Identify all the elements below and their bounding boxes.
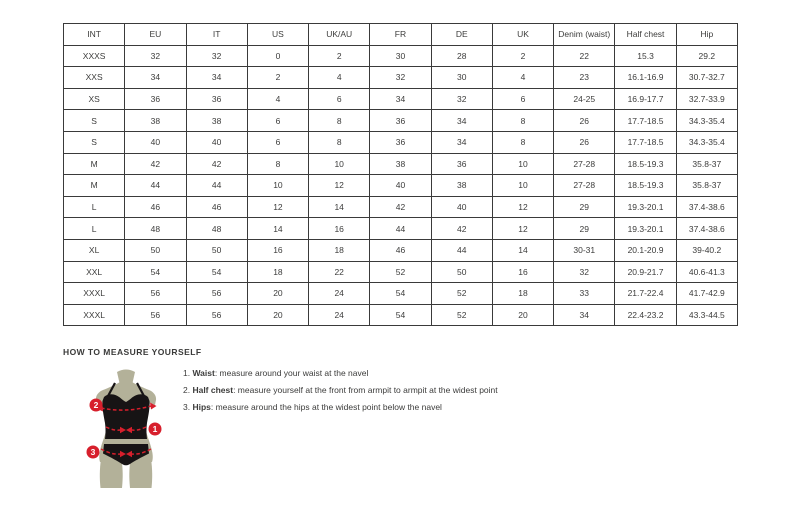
table-cell: 4 xyxy=(492,67,553,89)
table-cell: 32 xyxy=(431,88,492,110)
table-cell: 42 xyxy=(186,153,247,175)
table-cell: 43.3-44.5 xyxy=(676,304,737,326)
table-cell: 38 xyxy=(125,110,186,132)
table-cell: 52 xyxy=(370,261,431,283)
table-cell: 44 xyxy=(186,175,247,197)
table-row xyxy=(64,88,738,110)
table-cell: 34 xyxy=(431,110,492,132)
measure-step xyxy=(183,368,498,385)
table-row xyxy=(64,67,738,89)
table-cell: 36 xyxy=(186,88,247,110)
table-cell: 20.1-20.9 xyxy=(615,239,676,261)
table-cell: 29 xyxy=(554,218,615,240)
step-term: Half chest xyxy=(192,384,234,395)
table-cell: 2 xyxy=(309,45,370,67)
column-header: IT xyxy=(186,24,247,46)
table-cell: 40 xyxy=(125,131,186,153)
table-cell: 29.2 xyxy=(676,45,737,67)
measurement-illustration xyxy=(75,365,175,493)
column-header: UK xyxy=(492,24,553,46)
table-cell: 42 xyxy=(370,196,431,218)
measure-step xyxy=(183,385,498,402)
table-cell: 4 xyxy=(309,67,370,89)
table-cell: 10 xyxy=(247,175,308,197)
table-cell: XXS xyxy=(64,67,125,89)
step-number: 3. xyxy=(183,401,193,412)
table-cell: 56 xyxy=(125,304,186,326)
table-cell: 42 xyxy=(125,153,186,175)
table-cell: 50 xyxy=(125,239,186,261)
table-cell: 18 xyxy=(247,261,308,283)
table-cell: 16 xyxy=(247,239,308,261)
step-text: : measure around the hips at the widest point below the navel xyxy=(210,401,442,412)
step-text: : measure yourself at the front from armpit to armpit at the widest point xyxy=(233,384,498,395)
table-cell: 22.4-23.2 xyxy=(615,304,676,326)
badge-half-chest-number: 2 xyxy=(93,400,99,410)
table-cell: 34 xyxy=(125,67,186,89)
table-cell: 40 xyxy=(186,131,247,153)
table-cell: 35.8-37 xyxy=(676,175,737,197)
table-cell: 30.7-32.7 xyxy=(676,67,737,89)
table-cell: 34.3-35.4 xyxy=(676,110,737,132)
table-cell: 14 xyxy=(492,239,553,261)
table-cell: 27-28 xyxy=(554,153,615,175)
table-cell: 2 xyxy=(492,45,553,67)
table-cell: L xyxy=(64,218,125,240)
table-row xyxy=(64,131,738,153)
table-cell: 17.7-18.5 xyxy=(615,110,676,132)
table-cell: 8 xyxy=(492,110,553,132)
table-row xyxy=(64,175,738,197)
mannequin-neck xyxy=(117,370,135,384)
table-cell: XXXS xyxy=(64,45,125,67)
measure-section-title: HOW TO MEASURE YOURSELF xyxy=(63,347,202,357)
column-header: FR xyxy=(370,24,431,46)
size-chart-table xyxy=(63,23,738,326)
table-cell: 41.7-42.9 xyxy=(676,283,737,305)
table-cell: S xyxy=(64,110,125,132)
table-cell: 30 xyxy=(370,45,431,67)
table-cell: L xyxy=(64,196,125,218)
table-row xyxy=(64,153,738,175)
table-row xyxy=(64,304,738,326)
column-header: Half chest xyxy=(615,24,676,46)
table-cell: 33 xyxy=(554,283,615,305)
table-cell: 38 xyxy=(431,175,492,197)
table-cell: 19.3-20.1 xyxy=(615,196,676,218)
table-cell: 34.3-35.4 xyxy=(676,131,737,153)
table-cell: 24 xyxy=(309,283,370,305)
table-header xyxy=(64,24,738,46)
table-cell: XL xyxy=(64,239,125,261)
table-cell: 14 xyxy=(309,196,370,218)
table-cell: M xyxy=(64,153,125,175)
column-header: US xyxy=(247,24,308,46)
table-cell: 24-25 xyxy=(554,88,615,110)
table-cell: 54 xyxy=(370,283,431,305)
table-cell: S xyxy=(64,131,125,153)
table-cell: 40 xyxy=(431,196,492,218)
table-cell: 56 xyxy=(186,283,247,305)
table-row xyxy=(64,283,738,305)
table-cell: 40.6-41.3 xyxy=(676,261,737,283)
badge-waist-number: 1 xyxy=(152,424,158,434)
table-cell: 56 xyxy=(186,304,247,326)
table-cell: 39-40.2 xyxy=(676,239,737,261)
column-header: INT xyxy=(64,24,125,46)
table-cell: 44 xyxy=(125,175,186,197)
table-cell: 20 xyxy=(492,304,553,326)
table-cell: XXL xyxy=(64,261,125,283)
table-header-row xyxy=(64,24,738,46)
table-cell: 0 xyxy=(247,45,308,67)
column-header: Hip xyxy=(676,24,737,46)
table-cell: 56 xyxy=(125,283,186,305)
table-cell: XXXL xyxy=(64,283,125,305)
table-cell: 20 xyxy=(247,283,308,305)
table-cell: 34 xyxy=(186,67,247,89)
table-cell: 19.3-20.1 xyxy=(615,218,676,240)
table-cell: 24 xyxy=(309,304,370,326)
mannequin-left-leg xyxy=(100,459,123,488)
table-cell: 4 xyxy=(247,88,308,110)
table-cell: 18.5-19.3 xyxy=(615,153,676,175)
table-row xyxy=(64,110,738,132)
table-cell: 12 xyxy=(309,175,370,197)
table-cell: 37.4-38.6 xyxy=(676,196,737,218)
step-term: Hips xyxy=(192,401,211,412)
table-cell: 22 xyxy=(309,261,370,283)
table-cell: 16.1-16.9 xyxy=(615,67,676,89)
measure-step xyxy=(183,402,498,419)
table-cell: 17.7-18.5 xyxy=(615,131,676,153)
table-cell: 27-28 xyxy=(554,175,615,197)
step-number: 1. xyxy=(183,368,193,378)
table-cell: 34 xyxy=(370,88,431,110)
table-cell: 2 xyxy=(247,67,308,89)
table-cell: 36 xyxy=(370,110,431,132)
table-cell: 12 xyxy=(492,196,553,218)
table-cell: 46 xyxy=(186,196,247,218)
table-cell: 28 xyxy=(431,45,492,67)
table-cell: 14 xyxy=(247,218,308,240)
table-cell: 8 xyxy=(492,131,553,153)
table-cell: 50 xyxy=(186,239,247,261)
table-cell: 52 xyxy=(431,283,492,305)
table-cell: 20 xyxy=(247,304,308,326)
table-row xyxy=(64,239,738,261)
table-cell: 23 xyxy=(554,67,615,89)
table-cell: 16.9-17.7 xyxy=(615,88,676,110)
table-cell: 48 xyxy=(125,218,186,240)
column-header: EU xyxy=(125,24,186,46)
table-cell: 46 xyxy=(370,239,431,261)
table-cell: XXXL xyxy=(64,304,125,326)
measure-steps xyxy=(183,368,498,418)
column-header: UK/AU xyxy=(309,24,370,46)
table-cell: 32 xyxy=(125,45,186,67)
table-cell: 22 xyxy=(554,45,615,67)
table-cell: 44 xyxy=(370,218,431,240)
table-cell: XS xyxy=(64,88,125,110)
table-cell: 26 xyxy=(554,131,615,153)
table-cell: 46 xyxy=(125,196,186,218)
badge-hips-number: 3 xyxy=(90,447,96,457)
table-cell: 32 xyxy=(186,45,247,67)
table-body xyxy=(64,45,738,326)
table-cell: 40 xyxy=(370,175,431,197)
table-cell: 8 xyxy=(247,153,308,175)
table-cell: 42 xyxy=(431,218,492,240)
table-cell: 8 xyxy=(309,131,370,153)
table-cell: 6 xyxy=(247,110,308,132)
table-cell: 36 xyxy=(125,88,186,110)
table-cell: 10 xyxy=(492,153,553,175)
table-cell: 21.7-22.4 xyxy=(615,283,676,305)
table-cell: 36 xyxy=(431,153,492,175)
table-cell: 18.5-19.3 xyxy=(615,175,676,197)
table-cell: M xyxy=(64,175,125,197)
table-cell: 54 xyxy=(370,304,431,326)
column-header: Denim (waist) xyxy=(554,24,615,46)
table-cell: 6 xyxy=(247,131,308,153)
table-cell: 10 xyxy=(492,175,553,197)
table-cell: 52 xyxy=(431,304,492,326)
table-cell: 37.4-38.6 xyxy=(676,218,737,240)
step-number: 2. xyxy=(183,384,193,395)
table-cell: 18 xyxy=(492,283,553,305)
table-cell: 29 xyxy=(554,196,615,218)
step-term: Waist xyxy=(192,368,215,378)
table-cell: 26 xyxy=(554,110,615,132)
step-text: : measure around your waist at the navel xyxy=(214,368,369,378)
table-cell: 18 xyxy=(309,239,370,261)
table-cell: 12 xyxy=(247,196,308,218)
table-cell: 20.9-21.7 xyxy=(615,261,676,283)
table-row xyxy=(64,196,738,218)
table-row xyxy=(64,45,738,67)
table-cell: 36 xyxy=(370,131,431,153)
mannequin-right-leg xyxy=(129,459,152,488)
table-cell: 32.7-33.9 xyxy=(676,88,737,110)
table-cell: 10 xyxy=(309,153,370,175)
table-cell: 48 xyxy=(186,218,247,240)
table-cell: 6 xyxy=(492,88,553,110)
table-cell: 16 xyxy=(309,218,370,240)
table-cell: 50 xyxy=(431,261,492,283)
table-cell: 15.3 xyxy=(615,45,676,67)
table-cell: 44 xyxy=(431,239,492,261)
table-cell: 8 xyxy=(309,110,370,132)
table-row xyxy=(64,218,738,240)
table-cell: 30 xyxy=(431,67,492,89)
table-cell: 6 xyxy=(309,88,370,110)
column-header: DE xyxy=(431,24,492,46)
table-cell: 32 xyxy=(554,261,615,283)
table-cell: 32 xyxy=(370,67,431,89)
table-cell: 12 xyxy=(492,218,553,240)
table-cell: 38 xyxy=(370,153,431,175)
table-cell: 34 xyxy=(554,304,615,326)
table-cell: 54 xyxy=(125,261,186,283)
table-cell: 34 xyxy=(431,131,492,153)
table-cell: 54 xyxy=(186,261,247,283)
table-cell: 35.8-37 xyxy=(676,153,737,175)
table-cell: 38 xyxy=(186,110,247,132)
table-row xyxy=(64,261,738,283)
table-cell: 30-31 xyxy=(554,239,615,261)
table-cell: 16 xyxy=(492,261,553,283)
